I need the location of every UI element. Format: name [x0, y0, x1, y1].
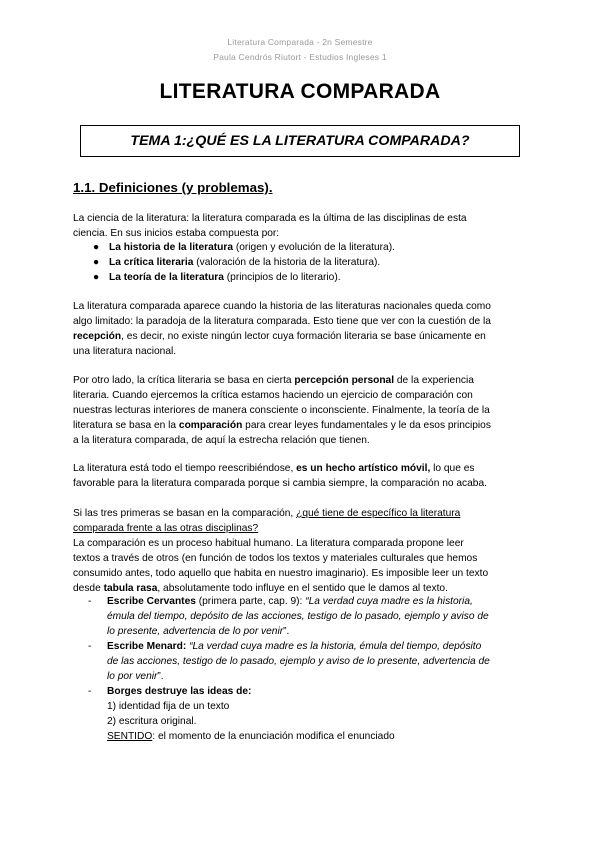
paragraph-recepcion — [73, 299, 527, 359]
quote-text: émula del tiempo, depósito de las acciones, testigo de lo pasado, ejemplo y aviso de — [107, 611, 489, 622]
list-item-bold: La crítica literaria — [109, 257, 194, 268]
paragraph-text: desde — [73, 583, 104, 594]
bold-term: es un hecho artístico móvil, — [296, 463, 431, 474]
paragraph-line — [107, 624, 527, 639]
quote-text: de las acciones, testigo de lo pasado, ejemplo y aviso de lo presente, advertencia de — [107, 656, 490, 667]
bold-term: comparación — [178, 420, 243, 431]
list-item — [93, 240, 523, 255]
paragraph-line — [107, 639, 527, 654]
intro-paragraph — [73, 211, 527, 241]
dash-bullet: - — [88, 596, 92, 607]
intro-line-2: ciencia. En sus inicios estaba compuesta por: — [73, 228, 280, 239]
paragraph-line: textos a través de otros (en función de todos los textos y materiales culturales que hemos — [73, 553, 478, 564]
paragraph-text: , es decir, no existe ningún lector cuya formación literaria se base únicamente en — [121, 331, 486, 342]
paragraph-text: , absolutamente todo influye en el sentido que le damos al texto. — [157, 583, 448, 594]
list-item-text: (origen y evolución de la literatura). — [233, 242, 395, 253]
paragraph-line — [73, 418, 527, 433]
paragraph-line: favorable para la literatura comparada porque si cambia siempre, la comparación no acaba. — [73, 478, 487, 489]
paragraph-line: literaria. Cuando ejercemos la crítica estamos haciendo un ejercicio de comparación con — [73, 390, 473, 401]
paragraph-text: lo que es — [430, 463, 475, 474]
bold-term: percepción personal — [294, 375, 395, 386]
paragraph-question — [73, 506, 527, 596]
paragraph-line — [107, 669, 527, 684]
bold-term: Escribe Menard: — [107, 641, 187, 652]
list-item: 2) escritura original. — [107, 716, 197, 727]
header-author: Paula Cendrós Riutort - Estudios Ingleses 1 — [213, 52, 387, 62]
bullet-icon: ● — [93, 242, 100, 253]
paragraph-line: nuestras lecturas interiores de manera consciente o inconsciente. Finalmente, la teoría de la — [73, 405, 490, 416]
paragraph-text: (primera parte, cap. 9): — [195, 596, 306, 607]
paragraph-line: una literatura nacional. — [73, 346, 177, 357]
topic-title: TEMA 1:¿QUÉ ES LA LITERATURA COMPARADA? — [130, 133, 470, 149]
header-course: Literatura Comparada - 2n Semestre — [227, 37, 373, 47]
bold-term: Borges destruye las ideas de: — [107, 686, 252, 697]
quote-text: “La verdad cuya madre es la historia, — [305, 596, 473, 607]
paragraph-line: La comparación es un proceso habitual humano. La literatura comparada propone leer — [73, 538, 464, 549]
quote-text: lo por venir — [107, 671, 158, 682]
bullet-icon: ● — [93, 257, 100, 268]
list-item: 1) identidad fija de un texto — [107, 701, 230, 712]
paragraph-text: : el momento de la enunciación modifica el enunciado — [152, 731, 395, 742]
paragraph-line — [73, 329, 527, 344]
quote-text: “La verdad cuya madre es la historia, émula del tiempo, depósito — [186, 641, 482, 652]
page-title: LITERATURA COMPARADA — [159, 80, 441, 103]
paragraph-line — [107, 594, 527, 609]
paragraph-text: La literatura está todo el tiempo reescribiéndose, — [73, 463, 297, 474]
paragraph-text: Por otro lado, la crítica literaria se basa en cierta — [73, 375, 295, 386]
paragraph-text: ”. — [157, 671, 164, 682]
paragraph-line — [73, 506, 527, 521]
paragraph-text: Si las tres primeras se basan en la comparación, — [73, 508, 297, 519]
dash-bullet: - — [88, 686, 92, 697]
list-item-text: (valoración de la historia de la literatura). — [193, 257, 381, 268]
borges-item — [107, 684, 527, 744]
paragraph-text: literatura se basa en la — [73, 420, 179, 431]
paragraph-critica — [73, 373, 527, 448]
underlined-term: SENTIDO — [107, 731, 153, 742]
underlined-question: ¿qué tiene de específico la literatura — [296, 508, 461, 519]
list-item-text: (principios de lo literario). — [223, 272, 341, 283]
bold-term: tabula rasa — [103, 583, 158, 594]
topic-box — [80, 125, 520, 157]
bold-term: Escribe Cervantes — [107, 596, 196, 607]
paragraph-line — [73, 373, 527, 388]
list-item-bold: La historia de la literatura — [109, 242, 233, 253]
quote-text: lo presente, advertencia de lo por venir — [107, 626, 284, 637]
paragraph-line — [73, 461, 527, 476]
paragraph-line: consumido antes, todo aquello que habita en nuestro imaginario). Es imposible leer un texto — [73, 568, 489, 579]
paragraph-line — [107, 729, 527, 744]
paragraph-text: para crear leyes fundamentales y le da esos principios — [242, 420, 491, 431]
paragraph-text: ”. — [283, 626, 290, 637]
section-heading: 1.1. Definiciones (y problemas). — [73, 180, 273, 195]
list-item-bold: La teoría de la literatura — [109, 272, 224, 283]
paragraph-line: a la literatura comparada, de aquí la estrecha relación que tienen. — [73, 435, 370, 446]
paragraph-text: de la experiencia — [394, 375, 474, 386]
paragraph-line: algo limitado: la paradoja de la literatura comparada. Esto tiene que ver con la cuestión de la — [73, 316, 491, 327]
paragraph-line: La literatura comparada aparece cuando la historia de las literaturas nacionales queda como — [73, 301, 491, 312]
underlined-question: comparada frente a las otras disciplinas? — [73, 523, 259, 534]
list-item — [93, 270, 523, 285]
cervantes-item — [107, 594, 527, 639]
bold-term: recepción — [73, 331, 122, 342]
paragraph-movil — [73, 461, 527, 491]
list-item — [93, 255, 523, 270]
dash-bullet: - — [88, 641, 92, 652]
bullet-icon: ● — [93, 272, 100, 283]
menard-item — [107, 639, 527, 684]
intro-line-1: La ciencia de la literatura: la literatura comparada es la última de las disciplinas de esta — [73, 213, 467, 224]
